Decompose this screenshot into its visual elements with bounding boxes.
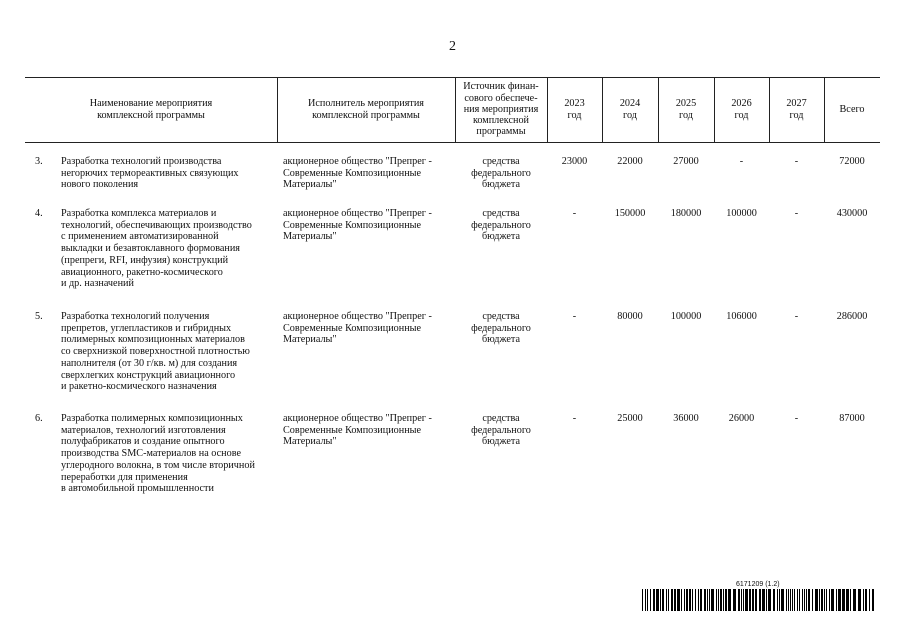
row-executor — [283, 156, 453, 191]
header-year-word: год — [734, 109, 749, 121]
barcode-bar — [755, 589, 757, 611]
row-source-line: бюджета — [482, 231, 520, 243]
barcode-graphic — [642, 589, 874, 611]
row-value-2025: 36000 — [673, 413, 699, 424]
barcode-bar — [794, 589, 795, 611]
barcode-bar — [711, 589, 714, 611]
barcode-bar — [779, 589, 780, 611]
barcode-bar — [768, 589, 771, 611]
header-bottom-rule — [25, 142, 880, 143]
row-name-line: авиационного, ракетно-космического — [61, 266, 223, 278]
row-total: 87000 — [839, 413, 865, 424]
barcode-bar — [786, 589, 787, 611]
barcode-bar — [642, 589, 643, 611]
row-name-line: сверхлегких конструкций авиационного — [61, 369, 236, 381]
row-source-line: федерального — [471, 167, 531, 179]
header-year-word: год — [623, 109, 637, 121]
barcode-bar — [653, 589, 655, 611]
barcode-bar — [846, 589, 849, 611]
row-name-line: переработки для применения — [61, 471, 188, 483]
row-value-2024: 25000 — [617, 413, 643, 424]
barcode-bar — [704, 589, 706, 611]
barcode-bar — [850, 589, 851, 611]
barcode-bar — [831, 589, 834, 611]
row-source-line: средства — [482, 413, 520, 424]
row-executor-line: акционерное общество "Препрег - — [283, 413, 432, 424]
header-year-2026 — [714, 77, 769, 142]
barcode-bar — [707, 589, 708, 611]
barcode-bar — [700, 589, 702, 611]
row-value-2026: 106000 — [726, 311, 757, 322]
row-name-line: со сверхнизкой поверхностной плотностью — [61, 346, 250, 358]
barcode-bar — [725, 589, 727, 611]
barcode-bar — [752, 589, 754, 611]
header-year-num: 2025 — [675, 98, 697, 110]
row-source-line: бюджета — [482, 436, 520, 448]
row-value-2027: - — [794, 156, 799, 167]
barcode-bar — [802, 589, 803, 611]
header-name-line: комплексной программы — [97, 109, 205, 121]
row-source-line: средства — [482, 208, 520, 219]
row-number: 5. — [35, 311, 43, 322]
row-executor-line: Материалы" — [283, 231, 337, 243]
row-name-line: полимерных композиционных материалов — [61, 334, 245, 346]
barcode-bar — [695, 589, 696, 611]
header-year-2023 — [547, 77, 602, 142]
row-name-line: Разработка технологий получения — [61, 311, 210, 322]
row-value-2025: 100000 — [670, 311, 702, 322]
row-number: 3. — [35, 156, 43, 167]
row-name-line: с применением автоматизированной — [61, 231, 219, 243]
row-value-2026: - — [739, 156, 744, 167]
barcode-bar — [829, 589, 830, 611]
row-name-line: Разработка технологий производства — [61, 156, 222, 167]
row-source-line: средства — [482, 311, 520, 322]
barcode-bar — [718, 589, 719, 611]
barcode-bar — [723, 589, 724, 611]
barcode-bar — [733, 589, 736, 611]
row-source — [455, 208, 547, 243]
barcode-bar — [826, 589, 827, 611]
barcode-bar — [671, 589, 673, 611]
row-executor-line: Материалы" — [283, 436, 337, 448]
row-source-line: средства — [482, 156, 520, 167]
barcode-bar — [821, 589, 823, 611]
row-executor-line: акционерное общество "Препрег - — [283, 208, 432, 219]
barcode-bar — [666, 589, 667, 611]
row-name-line: Разработка полимерных композиционных — [61, 413, 243, 424]
barcode-bar — [698, 589, 699, 611]
row-value-2025: 180000 — [670, 208, 702, 219]
barcode-bar — [689, 589, 691, 611]
header-year-word: год — [789, 109, 804, 121]
barcode-bar — [749, 589, 751, 611]
barcode-bar — [766, 589, 767, 611]
header-name — [25, 77, 277, 142]
row-name-line: углеродного волокна, в том числе вторичной — [61, 459, 255, 471]
row-value-2025: 27000 — [673, 156, 699, 167]
row-name-line: (препреги, RFI, инфузия) конструкций — [61, 254, 229, 266]
header-executor — [277, 77, 455, 142]
row-name-line: Разработка комплекса материалов и — [61, 208, 217, 219]
row-source-line: федерального — [471, 322, 531, 334]
barcode-bar — [808, 589, 810, 611]
row-name-line: материалов, технологий изготовления — [61, 424, 226, 436]
row-source-line: бюджета — [482, 179, 520, 191]
barcode-bar — [738, 589, 740, 611]
row-name — [61, 156, 277, 191]
row-executor-line: Современные Композиционные — [283, 424, 422, 436]
row-executor — [283, 413, 453, 448]
barcode-bar — [647, 589, 648, 611]
barcode-bar — [792, 589, 793, 611]
row-source — [455, 413, 547, 448]
row-executor-line: Современные Композиционные — [283, 167, 422, 179]
row-value-2023: - — [572, 208, 577, 219]
header-total — [824, 77, 880, 142]
header-year-num: 2024 — [619, 98, 641, 110]
row-name-line: негорючих термореактивных связующих — [61, 167, 239, 179]
row-executor — [283, 208, 453, 243]
row-value-2023: - — [572, 311, 577, 322]
header-source-line: сового обеспече- — [464, 92, 538, 104]
barcode-bar — [773, 589, 775, 611]
header-year-num: 2026 — [731, 98, 752, 110]
row-source — [455, 311, 547, 346]
row-executor-line: Материалы" — [283, 179, 337, 191]
barcode-bar — [684, 589, 685, 611]
row-value-2027: - — [794, 413, 799, 424]
barcode-bar — [806, 589, 807, 611]
barcode-bar — [812, 589, 813, 611]
barcode-label: 6171209 (1.2) — [736, 581, 780, 588]
row-name-line: в автомобильной промышленности — [61, 483, 214, 495]
barcode-bar — [668, 589, 669, 611]
barcode-bar — [709, 589, 710, 611]
row-value-2027: - — [794, 311, 799, 322]
row-value-2023: 23000 — [561, 156, 588, 167]
barcode-bar — [815, 589, 818, 611]
row-name-line: выкладки и безавтоклавного формования — [61, 243, 240, 255]
barcode-bar — [728, 589, 731, 611]
row-executor-line: Современные Композиционные — [283, 322, 422, 334]
header-year-num: 2027 — [786, 98, 807, 110]
barcode-bar — [777, 589, 778, 611]
header-executor-line: комплексной программы — [312, 109, 420, 121]
barcode-bar — [865, 589, 867, 611]
row-name-line: производства SMC-материалов на основе — [61, 448, 241, 460]
barcode-bar — [743, 589, 744, 611]
barcode-bar — [720, 589, 722, 611]
row-value-2026: 26000 — [728, 413, 755, 424]
row-name — [61, 413, 277, 495]
row-executor-line: Современные Композиционные — [283, 219, 422, 231]
barcode-bar — [842, 589, 845, 611]
barcode-bar — [838, 589, 841, 611]
barcode-bar — [853, 589, 856, 611]
header-source-line: Источник финан- — [463, 81, 539, 93]
row-total: 430000 — [836, 208, 868, 219]
row-source-line: федерального — [471, 219, 531, 231]
barcode-bar — [790, 589, 791, 611]
row-name-line: технологий, обеспечивающих производство — [61, 219, 252, 231]
row-total: 286000 — [836, 311, 868, 322]
header-year-2025 — [658, 77, 714, 142]
header-year-word: год — [679, 109, 693, 121]
row-name-line: и др. назначений — [61, 278, 134, 290]
barcode-bar — [872, 589, 874, 611]
row-number: 6. — [35, 413, 43, 424]
barcode-bar — [716, 589, 717, 611]
barcode-bar — [660, 589, 661, 611]
row-value-2023: - — [572, 413, 577, 424]
barcode-bar — [788, 589, 789, 611]
barcode-bar — [799, 589, 800, 611]
barcode-bar — [819, 589, 820, 611]
row-value-2026: 100000 — [726, 208, 757, 219]
header-year-2027 — [769, 77, 824, 142]
row-name-line: нового поколения — [61, 179, 139, 191]
row-name-line: и ракетно-космического назначения — [61, 381, 217, 393]
barcode-bar — [650, 589, 651, 611]
barcode-bar — [645, 589, 646, 611]
barcode-bar — [741, 589, 742, 611]
row-executor — [283, 311, 453, 346]
row-source-line: федерального — [471, 424, 531, 436]
header-source-line: ния мероприятия — [463, 103, 539, 115]
row-source-line: бюджета — [482, 334, 520, 346]
barcode-bar — [762, 589, 765, 611]
barcode-bar — [869, 589, 870, 611]
barcode-bar — [662, 589, 664, 611]
barcode-bar — [677, 589, 680, 611]
header-year-word: год — [567, 109, 582, 121]
row-name — [61, 208, 277, 290]
header-executor-line: Исполнитель мероприятия — [308, 98, 424, 110]
barcode-bar — [745, 589, 748, 611]
barcode-bar — [759, 589, 761, 611]
row-executor-line: Материалы" — [283, 334, 337, 346]
barcode-bar — [681, 589, 682, 611]
header-source — [455, 77, 547, 142]
row-name-line: полуфабрикатов и создание опытного — [61, 436, 225, 448]
row-name-line: препретов, углепластиков и гибридных — [61, 322, 232, 334]
barcode-bar — [836, 589, 837, 611]
row-total: 72000 — [839, 156, 865, 167]
header-name-line: Наименование мероприятия — [89, 98, 213, 110]
barcode-bar — [797, 589, 798, 611]
row-value-2024: 150000 — [614, 208, 646, 219]
barcode-bar — [824, 589, 825, 611]
row-value-2024: 22000 — [617, 156, 643, 167]
header-year-2024 — [602, 77, 658, 142]
header-year-num: 2023 — [564, 98, 585, 110]
barcode-bar — [674, 589, 676, 611]
row-executor-line: акционерное общество "Препрег - — [283, 311, 432, 322]
row-number: 4. — [35, 208, 43, 219]
barcode-bar — [686, 589, 688, 611]
barcode-bar — [656, 589, 659, 611]
barcode-bar — [781, 589, 784, 611]
row-source — [455, 156, 547, 191]
row-executor-line: акционерное общество "Препрег - — [283, 156, 432, 167]
barcode-bar — [692, 589, 693, 611]
barcode-bar — [858, 589, 861, 611]
header-source-line: программы — [476, 126, 526, 138]
page-number: 2 — [449, 39, 456, 54]
row-value-2024: 80000 — [617, 311, 643, 322]
row-value-2027: - — [794, 208, 799, 219]
barcode-bar — [804, 589, 805, 611]
header-source-line: комплексной — [472, 115, 530, 127]
header-total-label: Всего — [839, 103, 865, 115]
row-name-line: наполнителя (от 30 г/кв. м) для создания — [61, 357, 238, 369]
row-name — [61, 311, 277, 393]
barcode-bar — [863, 589, 864, 611]
